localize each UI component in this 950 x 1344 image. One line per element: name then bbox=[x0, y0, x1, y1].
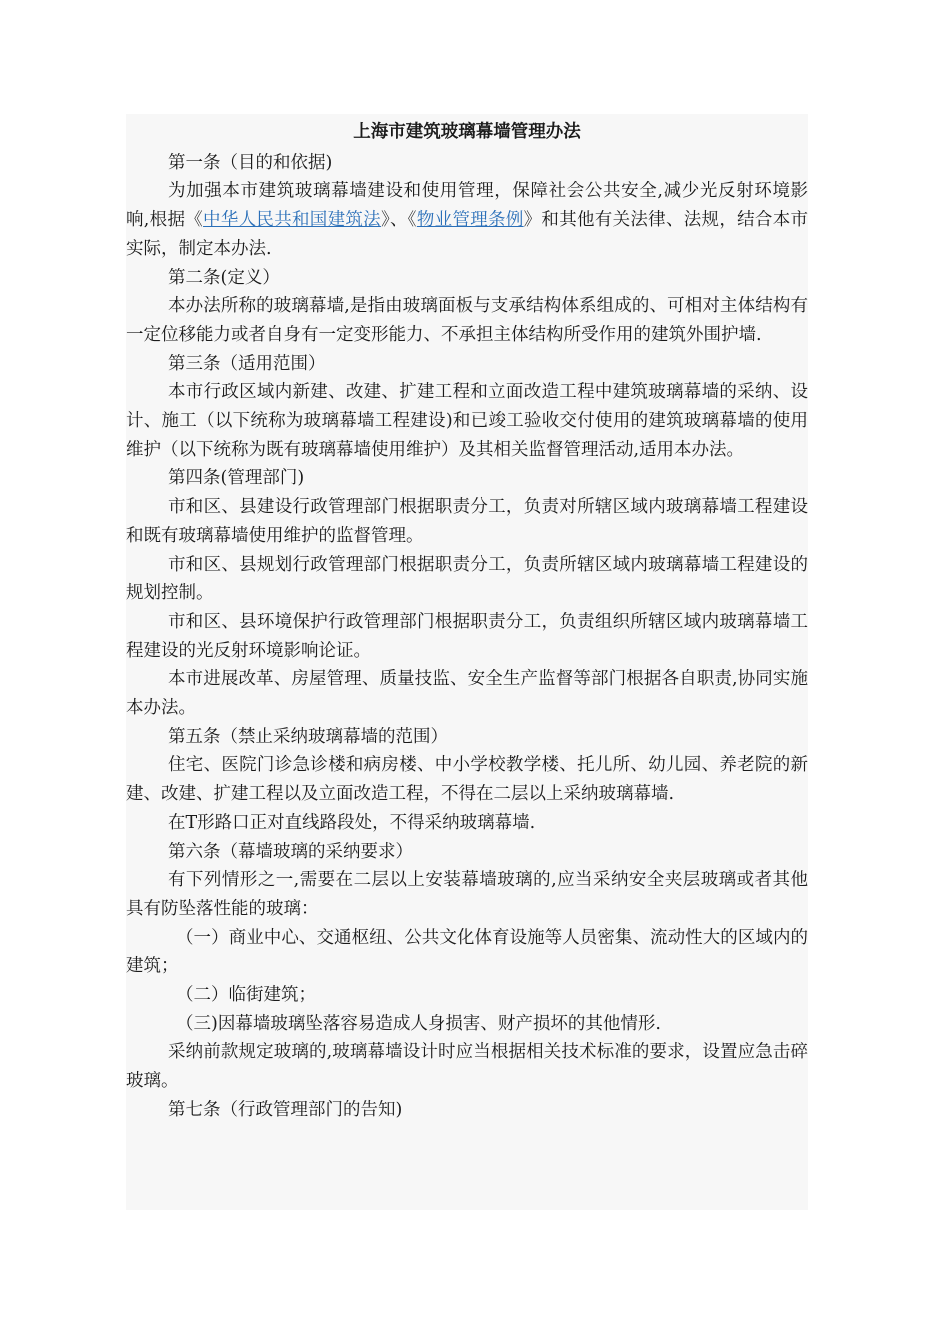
article-1-heading: 第一条（目的和依据) bbox=[168, 152, 333, 173]
article-4-paragraph-1: 市和区、县建设行政管理部门根据职责分工，负责对所辖区域内玻璃幕墙工程建设和既有玻璃幕墙使用维护的监督管理。 bbox=[126, 497, 808, 546]
article-1-text-c: 》和其他有关法律、法规，结合本市实际，制定本办法. bbox=[126, 210, 809, 259]
article-6-paragraph-2: 采纳前款规定玻璃的,玻璃幕墙设计时应当根据相关技术标准的要求，设置应急击碎玻璃。 bbox=[126, 1042, 808, 1092]
property-management-regulation-link[interactable]: 物业管理条例 bbox=[416, 210, 524, 231]
article-2-paragraph: 本办法所称的玻璃幕墙,是指由玻璃面板与支承结构体系组成的、可相对主体结构有一定位移能力或者自身有一定变形能力、不承担主体结构所受作用的建筑外围护墙. bbox=[126, 296, 808, 345]
article-2-heading: 第二条(定义） bbox=[168, 267, 280, 288]
article-5-paragraph-2: 在T形路口正对直线路段处，不得采纳玻璃幕墙. bbox=[168, 812, 536, 833]
article-5-heading: 第五条（禁止采纳玻璃幕墙的范围） bbox=[168, 726, 448, 747]
article-7-heading: 第七条（行政管理部门的告知) bbox=[168, 1099, 403, 1120]
document-body bbox=[126, 118, 808, 1125]
article-1-paragraph bbox=[126, 177, 808, 263]
article-6-heading: 第六条（幕墙玻璃的采纳要求） bbox=[168, 841, 413, 862]
article-4-paragraph-2: 市和区、县规划行政管理部门根据职责分工，负责所辖区域内玻璃幕墙工程建设的规划控制。 bbox=[126, 554, 808, 604]
article-5-paragraph-1: 住宅、医院门诊急诊楼和病房楼、中小学校教学楼、托儿所、幼儿园、养老院的新建、改建、扩建工程以及立面改造工程，不得在二层以上采纳玻璃幕墙. bbox=[126, 755, 808, 805]
article-4-heading: 第四条(管理部门) bbox=[168, 468, 305, 489]
article-6-item-3: （三)因幕墙玻璃坠落容易造成人身损害、财产损坏的其他情形. bbox=[176, 1013, 661, 1034]
article-4-paragraph-4: 本市进展改革、房屋管理、质量技监、安全生产监督等部门根据各自职责,协同实施本办法。 bbox=[126, 669, 808, 719]
article-3-paragraph: 本市行政区域内新建、改建、扩建工程和立面改造工程中建筑玻璃幕墙的采纳、设计、施工（以下统称为玻璃幕墙工程建设)和已竣工验收交付使用的建筑玻璃幕墙的使用维护（以下统称为既有玻璃幕墙使用维护）及其相关监督管理活动,适用本办法。 bbox=[126, 382, 808, 460]
construction-law-link[interactable]: 中华人民共和国建筑法 bbox=[203, 210, 381, 231]
document-title: 上海市建筑玻璃幕墙管理办法 bbox=[353, 122, 581, 142]
article-3-heading: 第三条（适用范围） bbox=[168, 353, 326, 374]
article-6-item-2: （二）临街建筑； bbox=[176, 985, 316, 1006]
article-6-paragraph-1: 有下列情形之一,需要在二层以上安装幕墙玻璃的,应当采纳安全夹层玻璃或者其他具有防坠落性能的玻璃： bbox=[126, 870, 808, 919]
article-6-item-1: （一）商业中心、交通枢纽、公共文化体育设施等人员密集、流动性大的区域内的建筑； bbox=[126, 927, 808, 977]
article-4-paragraph-3: 市和区、县环境保护行政管理部门根据职责分工，负责组织所辖区域内玻璃幕墙工程建设的光反射环境影响论证。 bbox=[126, 611, 808, 661]
article-1-text-a: 为加强本市建筑玻璃幕墙建设和使用管理，保障社会公共安全,减少光反射环境影响,根据《 bbox=[126, 181, 808, 231]
article-1-text-b: 》、《 bbox=[380, 210, 417, 231]
